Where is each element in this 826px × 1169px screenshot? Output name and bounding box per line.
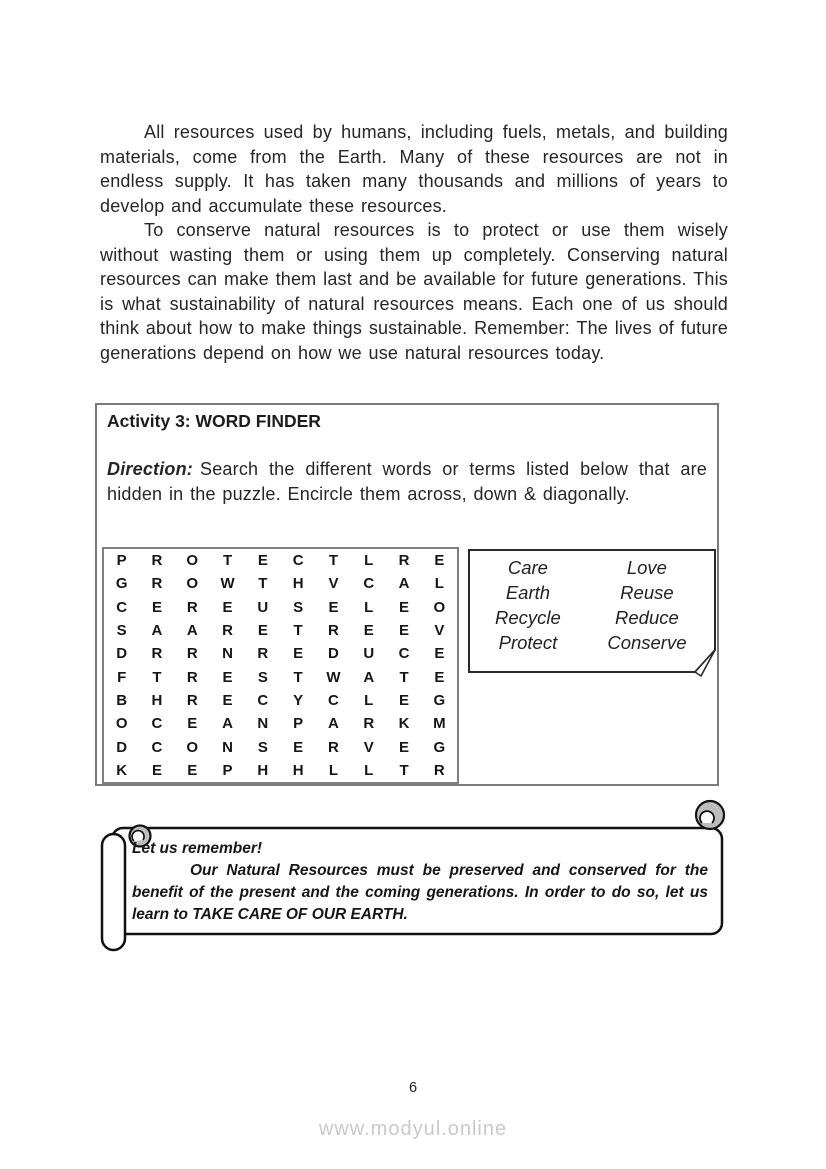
puzzle-letter: T — [152, 668, 162, 686]
puzzle-letter: R — [328, 622, 339, 640]
puzzle-letter: P — [222, 761, 233, 779]
activity-title: Activity 3: WORD FINDER — [107, 411, 321, 431]
puzzle-letter: H — [292, 761, 304, 779]
puzzle-letter: T — [293, 622, 303, 640]
word-item: Love — [626, 557, 667, 578]
puzzle-letter: E — [222, 668, 233, 686]
puzzle-letter: E — [257, 622, 268, 640]
puzzle-letter: R — [151, 575, 163, 593]
puzzle-letter: E — [222, 691, 233, 709]
puzzle-letter: T — [222, 552, 233, 570]
puzzle-letter: E — [399, 598, 410, 616]
puzzle-letter: V — [434, 622, 445, 640]
puzzle-letter: E — [328, 598, 339, 616]
puzzle-letter: L — [364, 598, 374, 616]
puzzle-letter: T — [399, 761, 409, 779]
puzzle-letter: M — [433, 715, 446, 733]
puzzle-letter: O — [186, 552, 199, 570]
puzzle-letter: C — [151, 738, 163, 756]
intro-text — [100, 120, 728, 365]
puzzle-letter: C — [292, 552, 304, 570]
remember-scroll — [96, 798, 738, 964]
puzzle-letter: S — [293, 598, 304, 616]
word-item: Recycle — [495, 607, 561, 628]
puzzle-letter: E — [187, 715, 198, 733]
puzzle-letter: R — [186, 691, 198, 709]
word-list-box — [466, 547, 718, 679]
puzzle-letter: R — [186, 598, 198, 616]
puzzle-grid — [102, 547, 459, 784]
puzzle-letter: D — [116, 645, 128, 663]
puzzle-letter: T — [399, 668, 409, 686]
remember-body: Our Natural Resources must be preserved and conserved for the benefit of the present and the coming generations. In order to do so, let us learn to TAKE CARE OF OUR EARTH. — [132, 862, 708, 923]
puzzle-letter: E — [187, 761, 198, 779]
puzzle-letter: C — [328, 691, 339, 709]
puzzle-letter: F — [117, 668, 127, 686]
word-item: Care — [507, 557, 548, 578]
puzzle-letter: L — [434, 575, 444, 593]
puzzle-letter: C — [151, 715, 163, 733]
puzzle-letter: S — [116, 622, 127, 640]
puzzle-letter: R — [398, 552, 410, 570]
puzzle-letter: E — [151, 598, 162, 616]
remember-heading: Let us remember! — [132, 840, 263, 857]
puzzle-letter: E — [363, 622, 374, 640]
puzzle-letter: E — [434, 668, 445, 686]
puzzle-letter: R — [222, 622, 233, 640]
paragraph-resources: All resources used by humans, including fuels, metals, and building materials, come from the Earth. Many of these resources are not in endless supply. It has taken many thousands and millions of years to develop and accumulate these resources. — [100, 122, 728, 216]
puzzle-letter: R — [151, 552, 163, 570]
puzzle-letter: A — [398, 575, 410, 593]
puzzle-letter: A — [363, 668, 375, 686]
puzzle-letter: E — [434, 552, 445, 570]
puzzle-letter: R — [257, 645, 269, 663]
puzzle-letter: R — [363, 715, 375, 733]
puzzle-letter: E — [399, 691, 410, 709]
puzzle-letter: A — [222, 715, 233, 733]
puzzle-letter: R — [151, 645, 163, 663]
puzzle-letter: G — [433, 691, 446, 709]
puzzle-letter: R — [328, 738, 339, 756]
puzzle-letter: H — [151, 691, 163, 709]
puzzle-letter: P — [293, 715, 304, 733]
puzzle-letter: U — [257, 598, 269, 616]
puzzle-letter: W — [326, 668, 341, 686]
word-item: Conserve — [607, 632, 687, 653]
word-col-2 — [584, 555, 710, 655]
puzzle-letter: N — [257, 715, 269, 733]
puzzle-letter: S — [257, 738, 268, 756]
puzzle-letter: K — [116, 761, 128, 779]
puzzle-letter: R — [186, 645, 198, 663]
puzzle-letter: H — [257, 761, 269, 779]
puzzle-letter: B — [116, 691, 128, 709]
puzzle-letter: H — [292, 575, 304, 593]
puzzle-letter: D — [116, 738, 128, 756]
puzzle-letter: E — [293, 645, 304, 663]
activity-direction — [107, 457, 707, 506]
puzzle-letter: E — [399, 622, 410, 640]
puzzle-letter: S — [257, 668, 268, 686]
word-col-1 — [472, 555, 584, 655]
puzzle-letter: A — [328, 715, 339, 733]
puzzle-letter: L — [364, 691, 374, 709]
puzzle-letter: O — [186, 738, 199, 756]
puzzle-letter: C — [257, 691, 269, 709]
puzzle-letter: G — [115, 575, 128, 593]
puzzle-letter: T — [328, 552, 339, 570]
puzzle-letter: O — [433, 598, 446, 616]
puzzle-letter: O — [115, 715, 128, 733]
puzzle-letter: E — [399, 738, 410, 756]
word-item: Earth — [505, 582, 551, 603]
word-item: Reuse — [620, 582, 674, 603]
direction-text: Search the different words or terms listed below that are hidden in the puzzle. Encircle them across, down & diagonally. — [107, 459, 707, 504]
puzzle-letter: Y — [293, 691, 304, 709]
word-item: Protect — [498, 632, 558, 653]
puzzle-letter: G — [433, 738, 446, 756]
puzzle-letter: E — [222, 598, 233, 616]
puzzle-letter: C — [398, 645, 410, 663]
puzzle-letter: L — [364, 761, 374, 779]
puzzle-letter: P — [116, 552, 127, 570]
word-item: Reduce — [615, 607, 679, 628]
puzzle-letter: E — [257, 552, 268, 570]
word-columns — [472, 555, 710, 655]
puzzle-letter: N — [222, 645, 233, 663]
puzzle-letter: E — [434, 645, 445, 663]
puzzle-letter: C — [116, 598, 128, 616]
puzzle-letter: R — [433, 761, 445, 779]
remember-text — [132, 838, 708, 926]
puzzle-letter: D — [328, 645, 339, 663]
paragraph-conservation: To conserve natural resources is to protect or use them wisely without wasting them or using them up completely. Conserving natural resources can make them last and be available for future generations. This is what sustainability of natural resources means. Each one of us should think about how to make things sustainable. Remember: The lives of future generations depend on how we use natural resources today. — [100, 220, 728, 363]
puzzle-letter: O — [186, 575, 199, 593]
puzzle-letter: C — [363, 575, 375, 593]
website-watermark: www.modyul.online — [318, 1118, 508, 1140]
puzzle-letter: A — [186, 622, 198, 640]
puzzle-letter: V — [363, 738, 374, 756]
puzzle-letter: R — [186, 668, 198, 686]
puzzle-letter: T — [258, 575, 268, 593]
puzzle-letter: U — [363, 645, 375, 663]
puzzle-letter: E — [151, 761, 162, 779]
page-number: 6 — [408, 1080, 418, 1096]
puzzle-letter: L — [364, 552, 374, 570]
puzzle-letter: E — [293, 738, 304, 756]
puzzle-letter: A — [151, 622, 163, 640]
puzzle-letter: N — [222, 738, 233, 756]
puzzle-letter: W — [220, 575, 235, 593]
puzzle-letter: T — [293, 668, 303, 686]
puzzle-letter: V — [328, 575, 339, 593]
activity-box — [95, 403, 719, 786]
direction-label: Direction: — [107, 459, 194, 479]
puzzle-letter: K — [398, 715, 410, 733]
puzzle-letter: L — [328, 761, 339, 779]
